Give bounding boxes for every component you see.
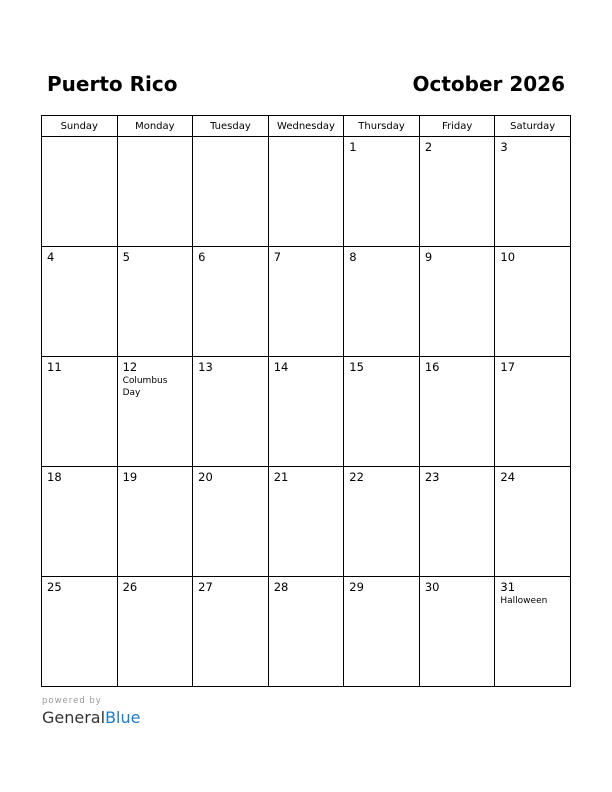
day-number: 15 — [349, 360, 364, 374]
day-number: 6 — [198, 250, 206, 264]
day-cell — [344, 577, 420, 687]
weekday-saturday: Saturday — [495, 116, 571, 137]
brand-general-text: General — [42, 708, 106, 727]
week-row — [42, 467, 571, 577]
day-number: 29 — [349, 580, 364, 594]
generalblue-logo — [42, 696, 140, 728]
day-number: 19 — [122, 470, 138, 484]
day-cell-content — [344, 577, 419, 597]
day-number: 2 — [424, 140, 433, 154]
day-number: 9 — [424, 250, 433, 264]
day-cell-content — [118, 357, 193, 402]
day-number: 28 — [273, 580, 289, 594]
day-cell — [193, 247, 269, 357]
day-cell — [419, 247, 495, 357]
weekday-friday: Friday — [419, 116, 495, 137]
calendar-grid — [41, 115, 571, 687]
day-cell — [268, 577, 344, 687]
day-cell-content — [269, 247, 344, 267]
day-cell-content — [269, 357, 344, 377]
powered-by-text: powered by — [42, 696, 102, 706]
day-cell — [117, 137, 193, 247]
day-cell-content — [193, 247, 268, 267]
day-cell — [117, 467, 193, 577]
brand-name — [42, 708, 140, 728]
day-cell — [117, 247, 193, 357]
day-cell — [495, 247, 571, 357]
day-cell-content — [495, 357, 570, 377]
month-year-title: October 2026 — [412, 72, 565, 96]
day-cell — [268, 137, 344, 247]
day-cell-content — [118, 137, 193, 143]
day-cell — [495, 577, 571, 687]
day-cell — [268, 247, 344, 357]
day-cell-content — [42, 467, 117, 487]
day-cell — [117, 357, 193, 467]
weekday-monday: Monday — [117, 116, 193, 137]
day-cell — [193, 467, 269, 577]
weekday-tuesday: Tuesday — [193, 116, 269, 137]
day-cell-content — [495, 247, 570, 267]
holiday-label: Halloween — [500, 596, 548, 606]
day-cell — [419, 137, 495, 247]
day-cell — [344, 137, 420, 247]
day-number: 12 — [122, 360, 138, 374]
day-number: 10 — [500, 250, 516, 264]
day-cell-content — [193, 357, 268, 377]
day-cell-content — [344, 137, 419, 157]
day-cell-content — [269, 577, 344, 597]
weekday-wednesday: Wednesday — [268, 116, 344, 137]
day-cell — [344, 467, 420, 577]
day-number: 4 — [47, 250, 55, 264]
weekday-sunday: Sunday — [42, 116, 118, 137]
day-cell — [42, 577, 118, 687]
day-cell — [495, 467, 571, 577]
day-cell-content — [118, 247, 193, 267]
day-cell — [42, 357, 118, 467]
day-cell-content — [118, 467, 193, 487]
day-cell-content — [193, 137, 268, 143]
day-cell — [42, 467, 118, 577]
day-cell — [268, 467, 344, 577]
day-cell — [42, 247, 118, 357]
day-cell-content — [42, 357, 117, 377]
day-number: 11 — [47, 360, 62, 374]
day-number: 5 — [122, 250, 130, 264]
day-cell-content — [193, 467, 268, 487]
day-cell-content — [420, 577, 495, 597]
day-cell — [193, 577, 269, 687]
day-cell — [193, 137, 269, 247]
day-cell-content — [420, 357, 495, 377]
day-number: 1 — [349, 140, 357, 154]
day-cell-content — [420, 247, 495, 267]
day-number: 17 — [500, 360, 516, 374]
day-number: 25 — [47, 580, 62, 594]
day-cell — [117, 577, 193, 687]
day-number: 13 — [198, 360, 213, 374]
day-number: 30 — [424, 580, 440, 594]
day-cell-content — [420, 467, 495, 487]
day-cell — [495, 137, 571, 247]
week-row — [42, 357, 571, 467]
day-cell-content — [495, 137, 570, 157]
day-cell-content — [344, 247, 419, 267]
day-number: 26 — [122, 580, 138, 594]
day-cell-content — [420, 137, 495, 157]
day-cell-content — [495, 467, 570, 487]
day-number: 14 — [273, 360, 289, 374]
holiday-label: Columbus Day — [122, 376, 168, 398]
day-cell-content — [495, 577, 570, 610]
day-number: 8 — [349, 250, 357, 264]
day-number: 7 — [273, 250, 282, 264]
day-cell-content — [118, 577, 193, 597]
day-cell-content — [344, 357, 419, 377]
day-cell-content — [42, 137, 117, 143]
day-number: 16 — [424, 360, 440, 374]
day-number: 18 — [47, 470, 62, 484]
day-cell-content — [269, 467, 344, 487]
week-row — [42, 577, 571, 687]
day-cell — [419, 467, 495, 577]
day-cell-content — [193, 577, 268, 597]
day-number: 3 — [500, 140, 508, 154]
week-row — [42, 137, 571, 247]
day-cell — [344, 247, 420, 357]
week-row — [42, 247, 571, 357]
day-cell — [419, 357, 495, 467]
weekday-thursday: Thursday — [344, 116, 420, 137]
day-cell-content — [269, 137, 344, 143]
day-number: 22 — [349, 470, 364, 484]
day-number: 27 — [198, 580, 213, 594]
day-number: 23 — [424, 470, 440, 484]
day-cell — [344, 357, 420, 467]
day-number: 24 — [500, 470, 516, 484]
day-cell-content — [344, 467, 419, 487]
day-number: 20 — [198, 470, 213, 484]
day-cell — [42, 137, 118, 247]
day-cell — [495, 357, 571, 467]
brand-blue-text: Blue — [105, 708, 141, 727]
day-cell-content — [42, 577, 117, 597]
country-title: Puerto Rico — [47, 72, 178, 96]
day-cell — [268, 357, 344, 467]
day-number: 31 — [500, 580, 516, 594]
day-cell — [193, 357, 269, 467]
day-number: 21 — [273, 470, 289, 484]
weekday-header-row — [42, 116, 571, 137]
day-cell-content — [42, 247, 117, 267]
day-cell — [419, 577, 495, 687]
